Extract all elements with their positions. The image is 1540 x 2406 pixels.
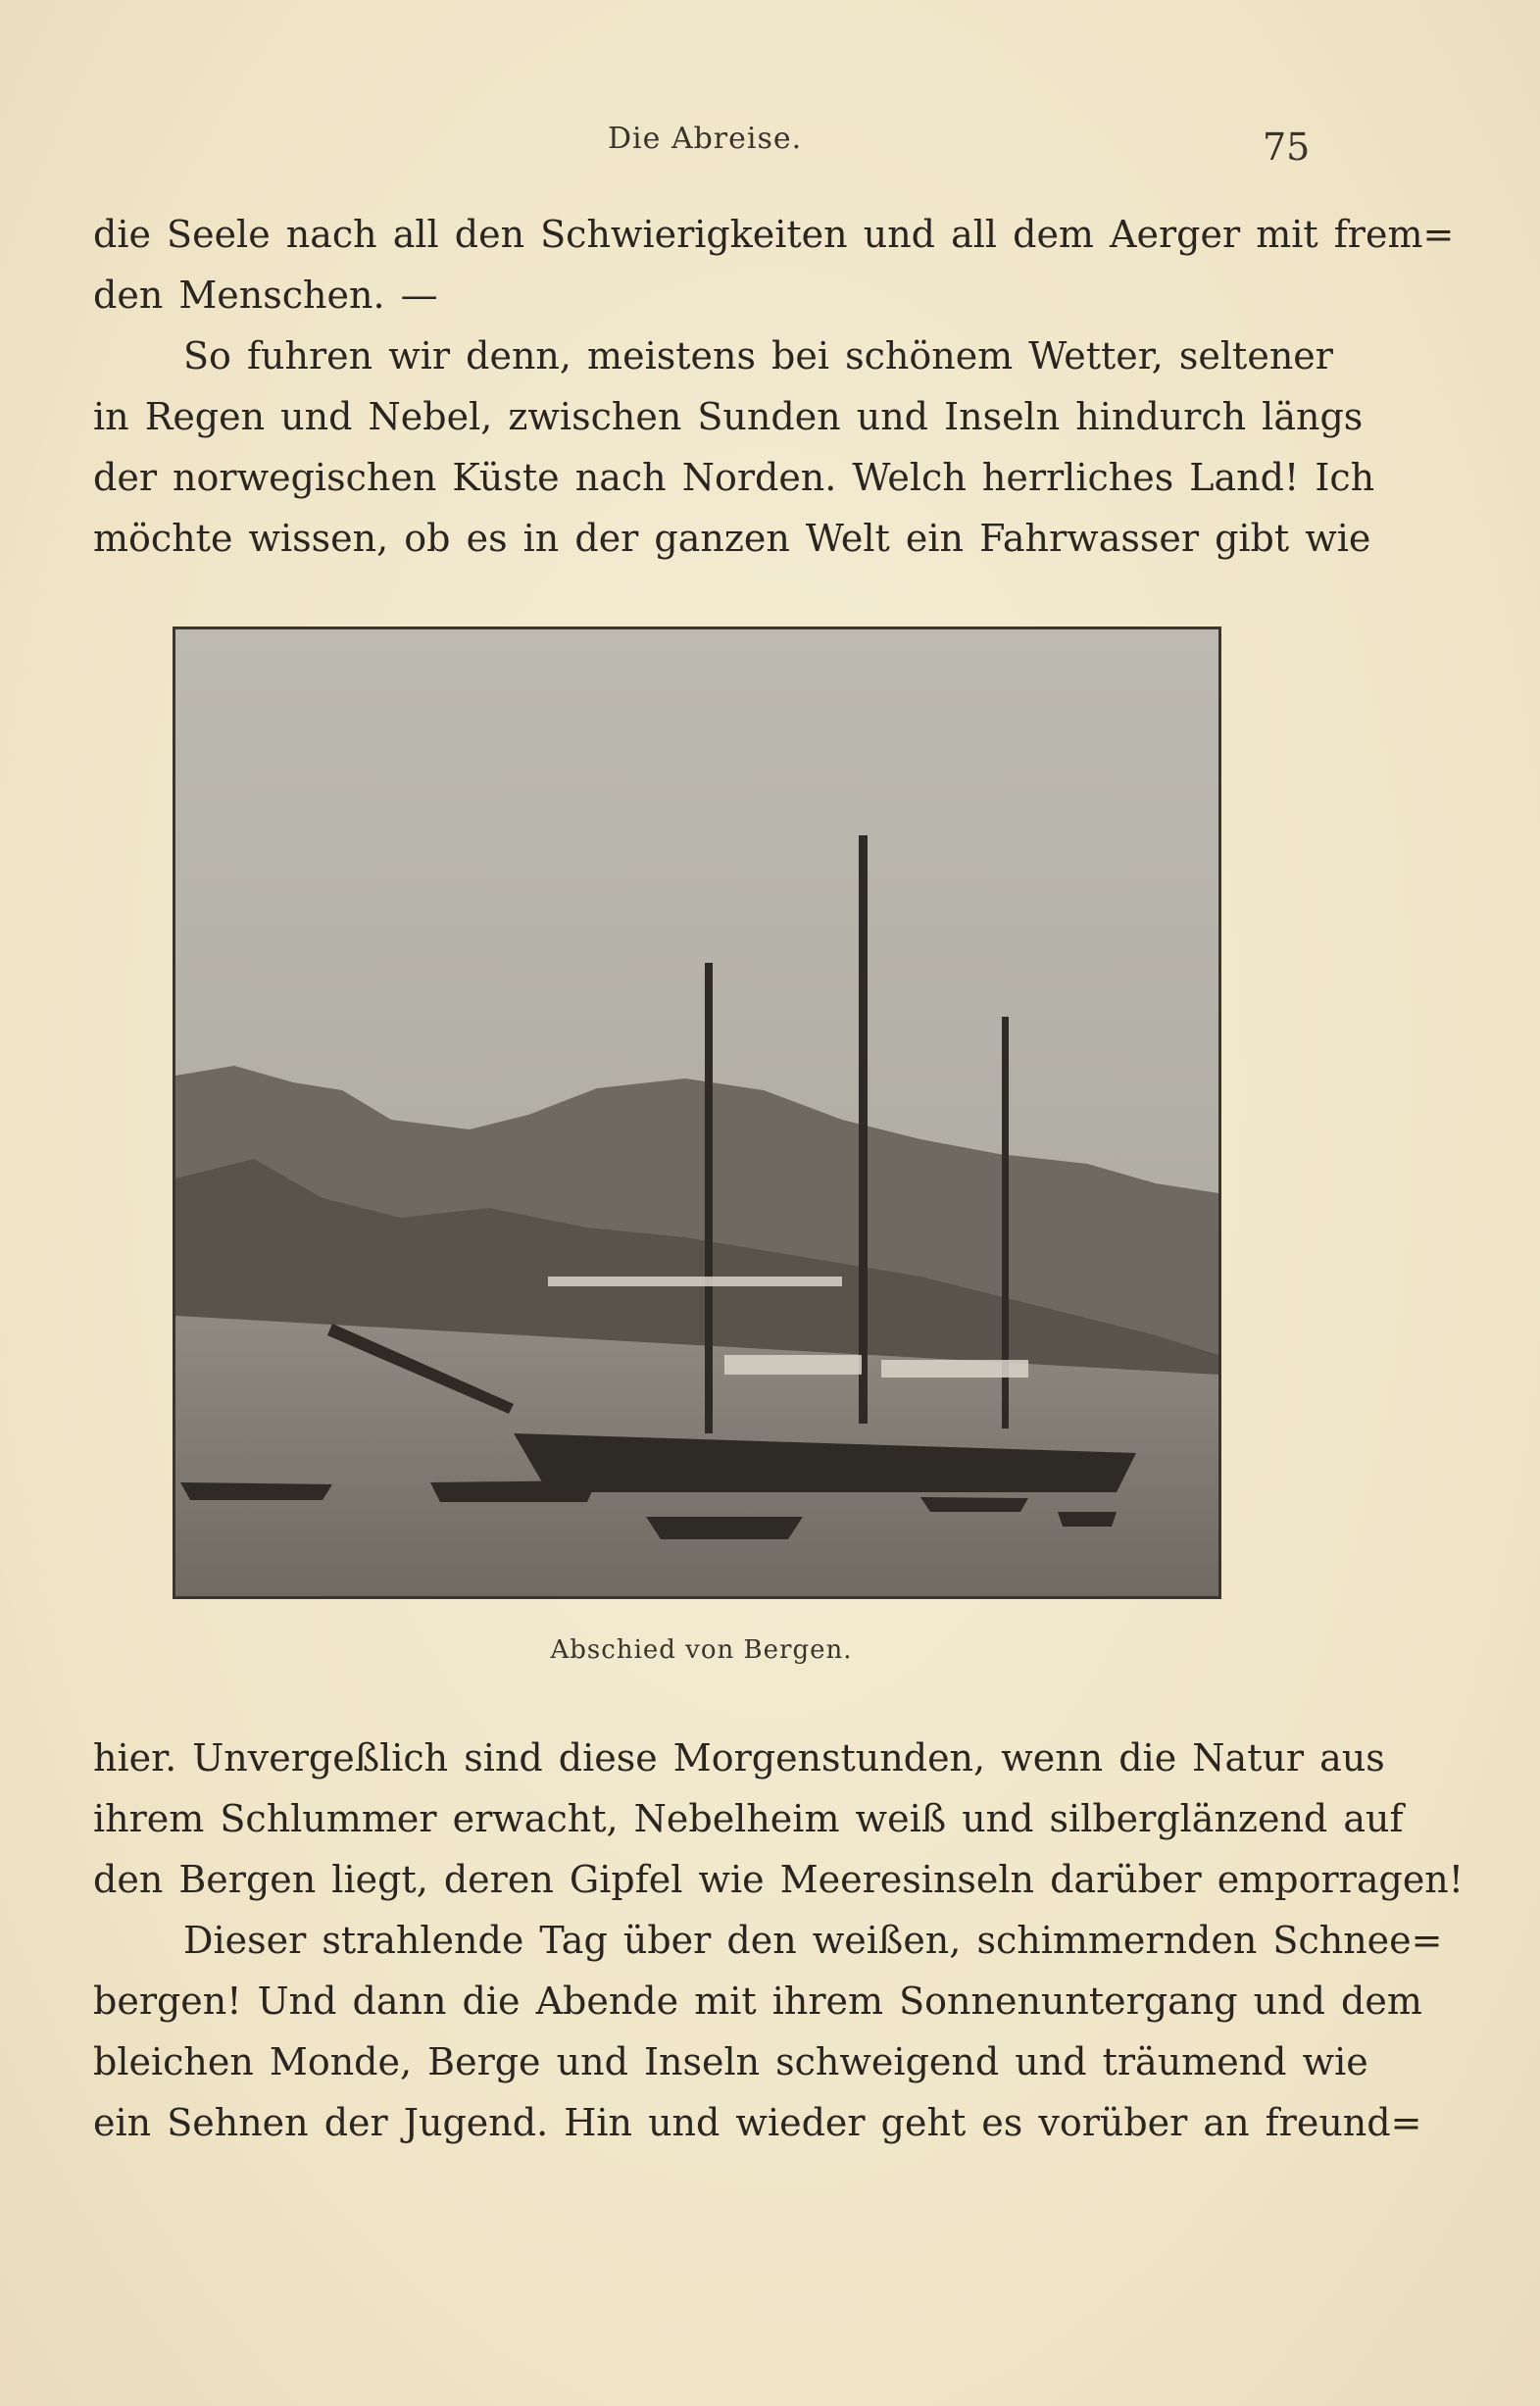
text-line: in Regen und Nebel, zwischen Sunden und Inseln hindurch längs <box>93 395 1364 438</box>
text-block-bottom <box>93 1728 1465 2153</box>
text-line: der norwegischen Küste nach Norden. Welch herrliches Land! Ich <box>93 456 1375 499</box>
text-line: hier. Unvergeßlich sind diese Morgenstunden, wenn die Natur aus <box>93 1736 1385 1779</box>
text-block-top <box>93 204 1455 569</box>
running-head: Die Abreise. <box>608 122 803 156</box>
text-line: Dieser strahlende Tag über den weißen, schimmernden Schnee= <box>183 1919 1443 1962</box>
text-line: ihrem Schlummer erwacht, Nebelheim weiß und silberglänzend auf <box>93 1797 1404 1840</box>
text-line: möchte wissen, ob es in der ganzen Welt ein Fahrwasser gibt wie <box>93 517 1371 560</box>
text-line: bergen! Und dann die Abende mit ihrem Sonnenuntergang und dem <box>93 1980 1422 2023</box>
text-line: So fuhren wir denn, meistens bei schönem Wetter, seltener <box>183 334 1333 377</box>
text-line: bleichen Monde, Berge und Inseln schweigend und träumend wie <box>93 2040 1368 2083</box>
text-line: den Bergen liegt, deren Gipfel wie Meeresinseln darüber emporragen! <box>93 1858 1465 1901</box>
text-line: ein Sehnen der Jugend. Hin und wieder geht es vorüber an freund= <box>93 2101 1422 2144</box>
page-number: 75 <box>1263 125 1311 169</box>
text-line: den Menschen. — <box>93 274 438 317</box>
figure-caption: Abschied von Bergen. <box>550 1635 853 1665</box>
ship-illustration <box>175 629 1218 1596</box>
text-line: die Seele nach all den Schwierigkeiten und all dem Aerger mit frem= <box>93 213 1455 256</box>
illustration-ship-bergen <box>173 627 1221 1599</box>
